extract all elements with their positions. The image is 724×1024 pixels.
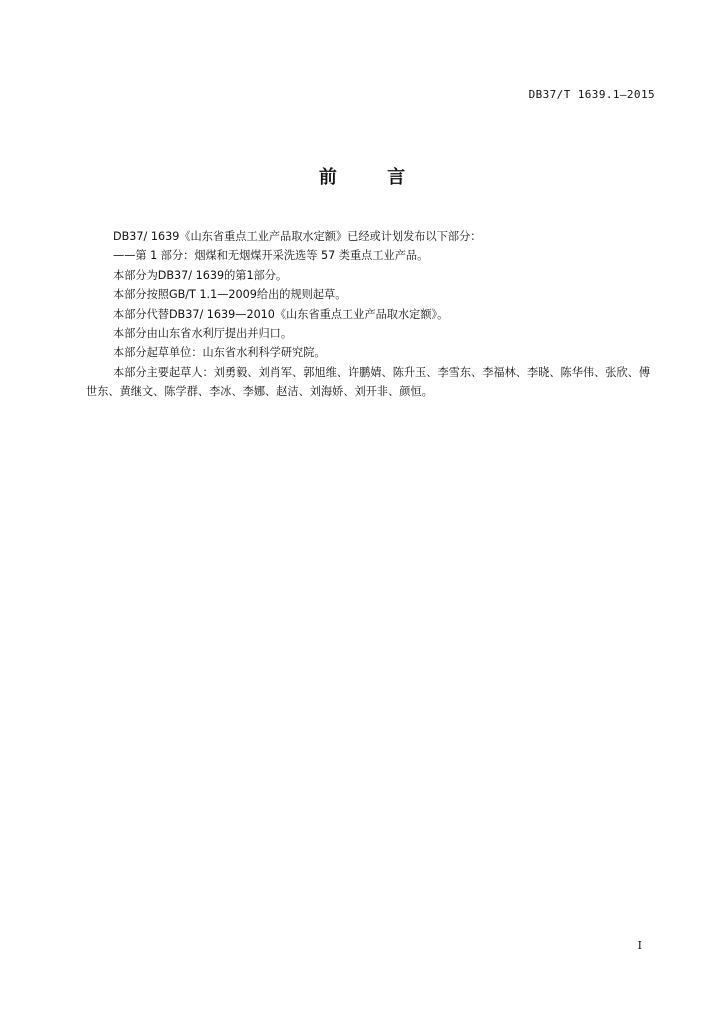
- paragraph-part-list: ——第 1 部分：烟煤和无烟煤开采洗选等 57 类重点工业产品。: [113, 249, 429, 263]
- document-code: DB37/T 1639.1—2015: [528, 88, 655, 101]
- paragraph-proposer: 本部分由山东省水利厅提出并归口。: [113, 327, 293, 341]
- paragraph-drafting-unit: 本部分起草单位：山东省水利科学研究院。: [113, 346, 326, 360]
- page-title: 前 言: [318, 167, 428, 188]
- paragraph-drafters: 本部分主要起草人：刘勇毅、刘肖军、郭旭维、许鹏婧、陈升玉、李雪东、李福林、李晓、陈华伟、张欣、傅世东、黄继文、陈学群、李冰、李娜、赵洁、刘海娇、刘开非、颜恒。: [86, 365, 651, 399]
- paragraph-drafting-rules: 本部分按照GB/T 1.1—2009给出的规则起草。: [113, 288, 347, 302]
- foreword-body: [86, 227, 658, 402]
- paragraph-series-intro: DB37/ 1639《山东省重点工业产品取水定额》已经或计划发布以下部分：: [113, 230, 482, 243]
- paragraph-part-scope: 本部分为DB37/ 1639的第1部分。: [113, 268, 288, 282]
- page-number: I: [637, 939, 642, 952]
- paragraph-replacement: 本部分代替DB37/ 1639—2010《山东省重点工业产品取水定额》。: [113, 307, 449, 321]
